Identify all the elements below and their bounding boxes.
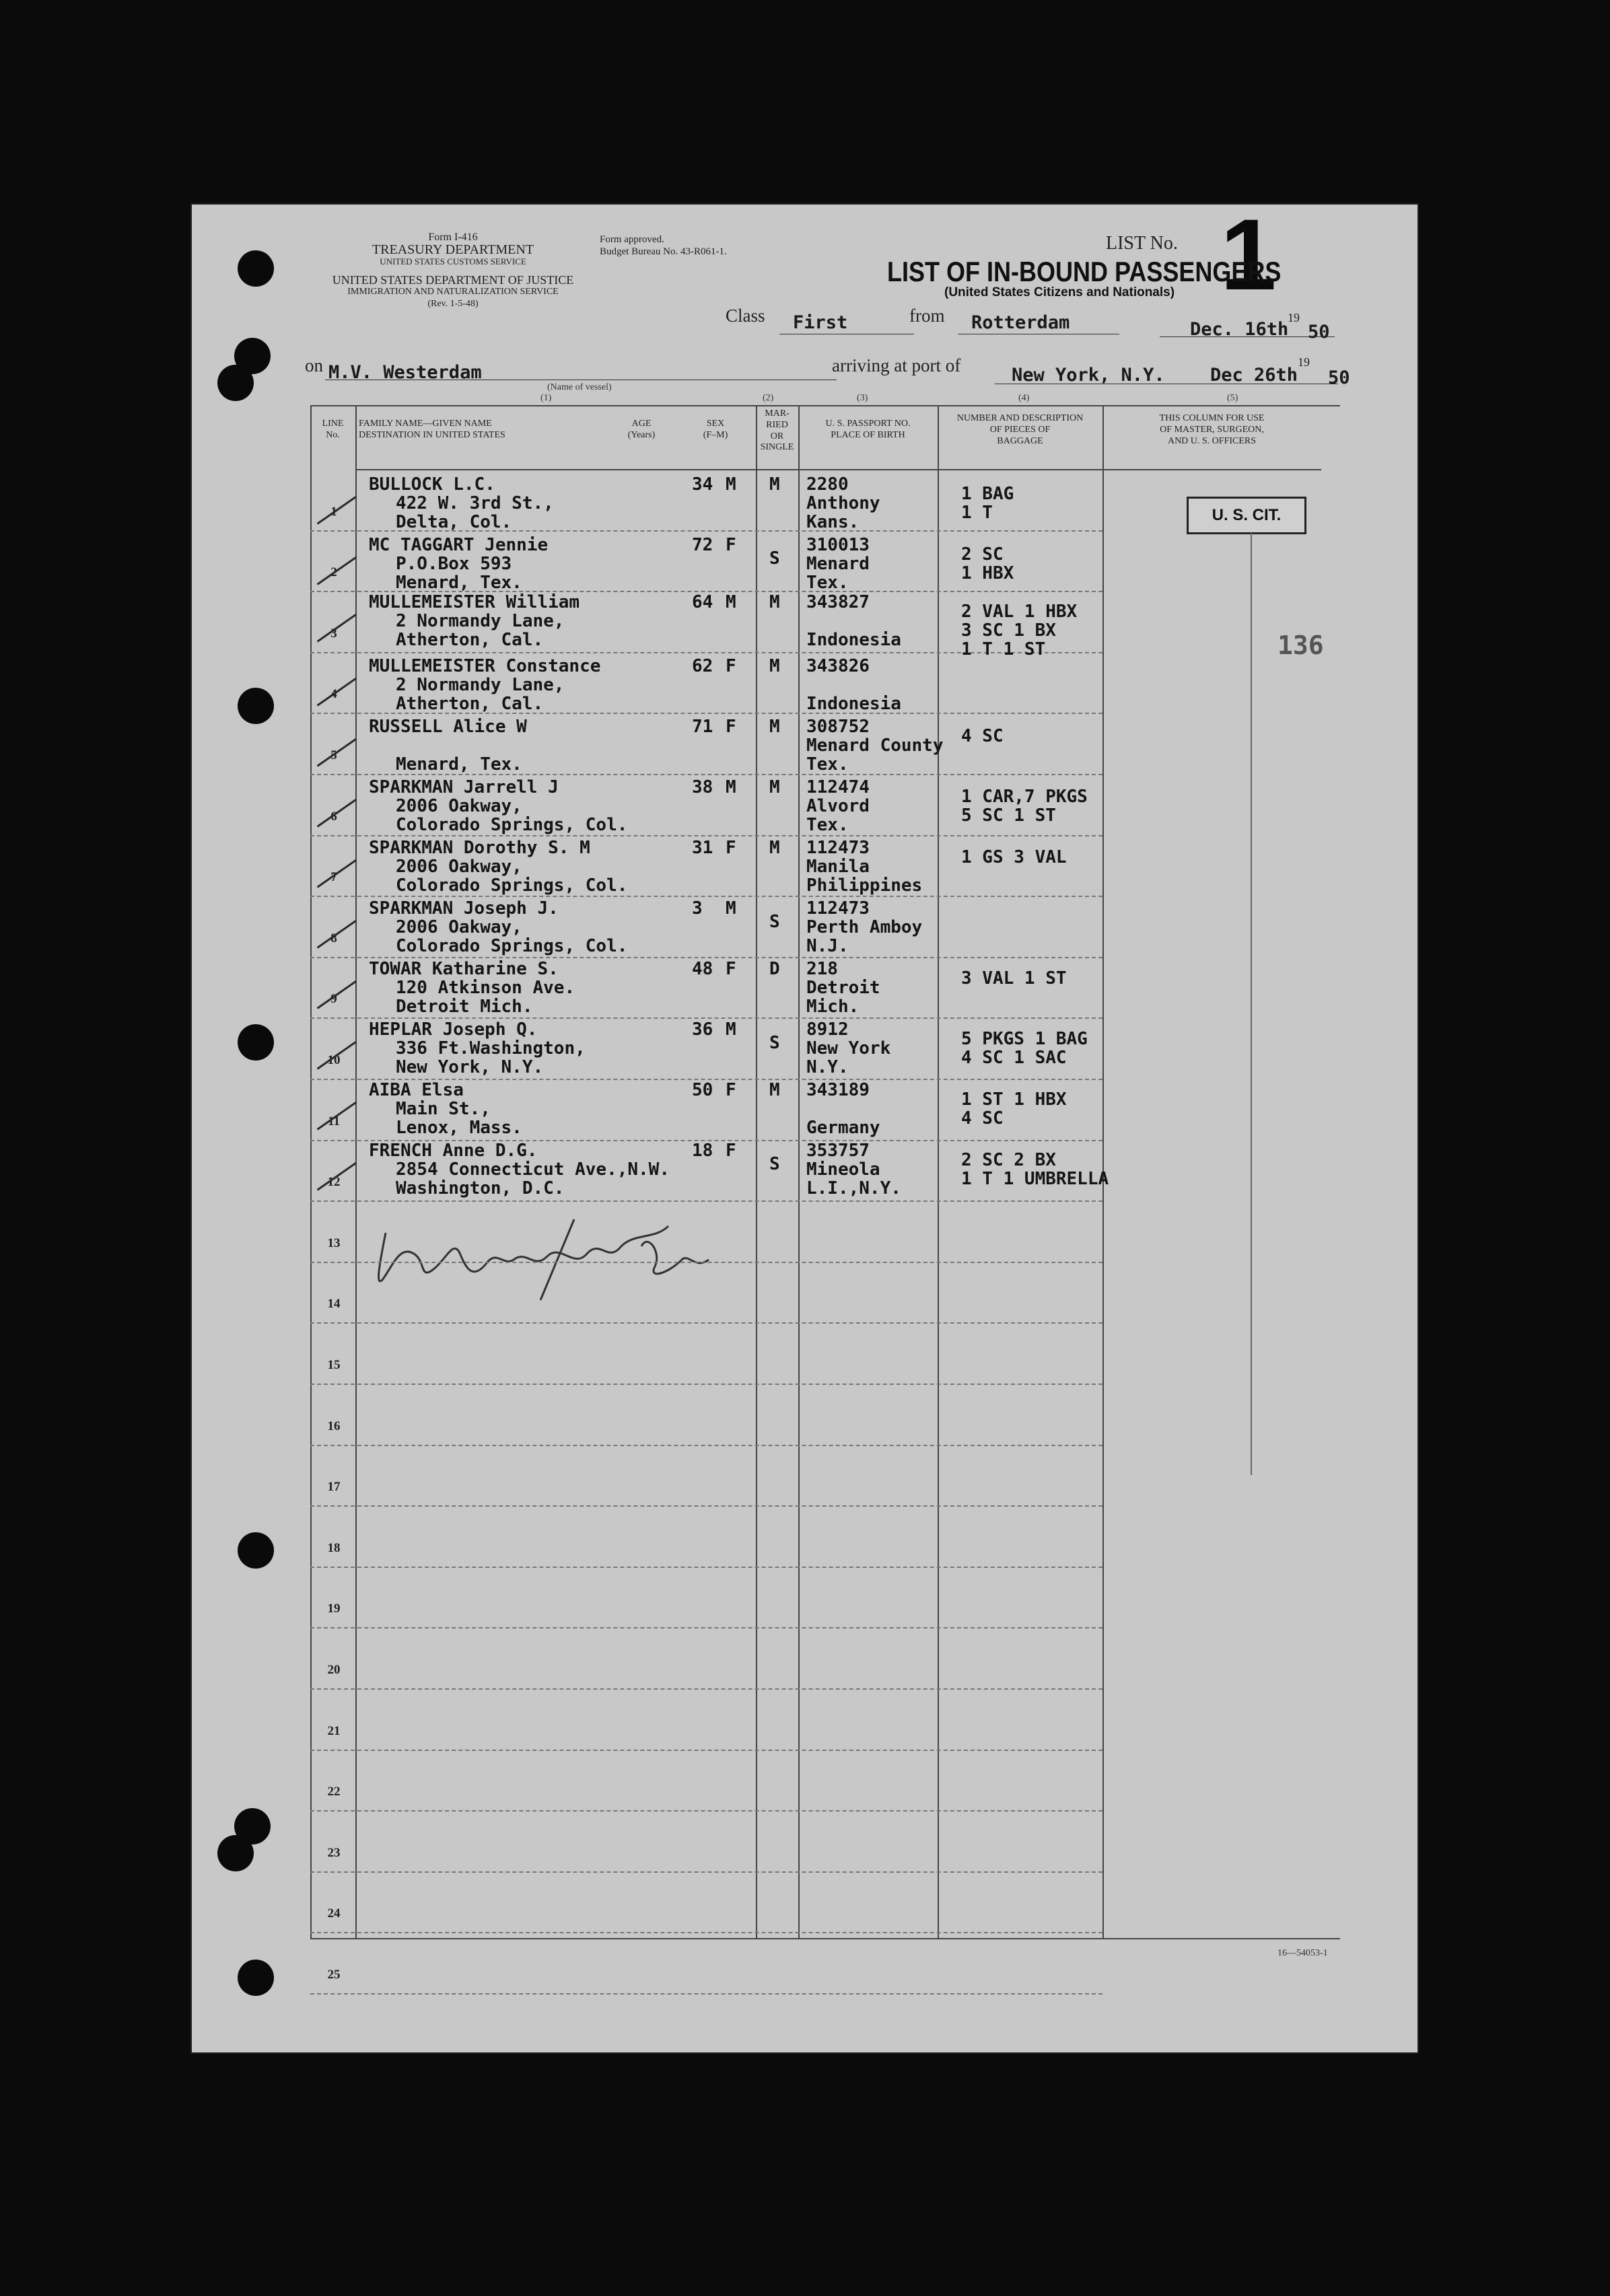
baggage-1: 2 SC 2 BX [961,1150,1056,1170]
line-number: 5 [330,748,337,762]
passenger-marital: S [769,1033,780,1053]
departure-date: Dec. 16th [1190,319,1289,340]
caption-4: (4) [1018,393,1030,403]
list-no-label: LIST No. [1106,233,1178,254]
baggage-2: 1 T [961,503,993,523]
birth-place-2: Tex. [806,815,849,835]
birth-place-2: N.Y. [806,1057,849,1077]
passenger-name: BULLOCK L.C. [369,474,495,495]
passenger-marital: D [769,959,780,979]
passenger-address-1: 2 Normandy Lane, [396,675,565,695]
birth-place-2: Kans. [806,512,860,532]
baggage-1: 2 SC [961,544,1004,565]
birth-place-2: Indonesia [806,694,901,714]
baggage-2: 3 SC 1 BX [961,620,1056,641]
line-number: 4 [330,687,337,702]
passenger-address-1: 2006 Oakway, [396,857,522,877]
us-citizen-stamp: U. S. CIT. [1187,497,1306,534]
baggage-1: 1 GS 3 VAL [961,847,1067,867]
passenger-name: MC TAGGART Jennie [369,535,549,555]
passenger-address-2: Atherton, Cal. [396,630,544,650]
line-number: 21 [327,1723,341,1738]
form-title: LIST OF IN-BOUND PASSENGERS [887,256,1282,288]
baggage-1: 2 VAL 1 HBX [961,602,1078,622]
passenger-sex: M [726,898,736,919]
punch-hole [234,338,271,374]
birth-place-1: Manila [806,857,870,877]
passenger-name: FRENCH Anne D.G. [369,1141,538,1161]
passport-number: 343826 [806,656,870,676]
baggage-3: 1 T 1 ST [961,639,1046,659]
line-number: 13 [327,1235,341,1250]
passenger-sex: F [726,656,736,676]
line-number: 1 [330,504,337,519]
passport-number: 112473 [806,898,870,919]
vessel-caption: (Name of vessel) [547,382,612,392]
punch-hole [238,1960,274,1996]
birth-place-2: Germany [806,1118,880,1138]
footer-number: 16—54053-1 [1278,1948,1328,1958]
line-number: 15 [327,1358,341,1372]
punch-hole [238,1532,274,1569]
passenger-marital: M [769,838,780,858]
passenger-age: 72 [692,535,713,555]
passenger-marital: M [769,777,780,797]
passenger-name: SPARKMAN Dorothy S. M [369,838,590,858]
passenger-name: MULLEMEISTER William [369,592,580,612]
passenger-age: 71 [692,717,713,737]
line-number: 25 [327,1968,341,1982]
passport-number: 8912 [806,1019,849,1040]
list-number: 1 [1220,203,1277,311]
passport-number: 218 [806,959,838,979]
baggage-1: 3 VAL 1 ST [961,968,1067,989]
caption-3: (3) [857,393,868,403]
passenger-address-2: Delta, Col. [396,512,512,532]
line-number: 6 [330,809,337,824]
passenger-marital: M [769,717,780,737]
birth-place-1: Anthony [806,493,880,513]
passenger-age: 62 [692,656,713,676]
ins: IMMIGRATION AND NATURALIZATION SERVICE [347,287,559,297]
from-value: Rotterdam [971,312,1070,333]
budget-bureau: Budget Bureau No. 43-R061-1. [600,246,727,257]
line-number: 23 [327,1845,341,1860]
passport-number: 112474 [806,777,870,797]
passenger-age: 36 [692,1019,713,1040]
arrival-date: Dec 26th [1210,365,1298,386]
baggage-2: 1 T 1 UMBRELLA [961,1169,1109,1189]
passenger-address-1: 2 Normandy Lane, [396,611,565,631]
passenger-name: AIBA Elsa [369,1080,464,1100]
passenger-marital: M [769,656,780,676]
passenger-age: 3 [692,898,703,919]
line-number: 22 [327,1785,341,1799]
passenger-marital: S [769,912,780,932]
caption-1: (1) [540,393,552,403]
year-prefix-1: 19 [1288,311,1300,324]
passenger-sex: F [726,535,736,555]
passenger-sex: F [726,1080,736,1100]
col-sex: SEX (F–M) [703,419,728,440]
birth-place-2: L.I.,N.Y. [806,1178,901,1198]
passenger-marital: S [769,1154,780,1174]
passenger-address-2: Detroit Mich. [396,997,533,1017]
arrival-port: New York, N.Y. [1012,365,1165,386]
passenger-age: 48 [692,959,713,979]
passenger-address-2: Menard, Tex. [396,754,522,775]
passenger-age: 38 [692,777,713,797]
baggage-1: 4 SC [961,726,1004,746]
col-baggage: NUMBER AND DESCRIPTION OF PIECES OF BAGGAGE [956,413,1084,446]
treasury-dept: TREASURY DEPARTMENT [372,242,534,257]
passenger-address-1: 336 Ft.Washington, [396,1038,586,1059]
passenger-name: SPARKMAN Joseph J. [369,898,559,919]
passenger-sex: M [726,592,736,612]
justice-dept: UNITED STATES DEPARTMENT OF JUSTICE [332,273,574,287]
passenger-address-2: Atherton, Cal. [396,694,544,714]
passenger-marital: M [769,592,780,612]
passenger-marital: S [769,548,780,569]
baggage-2: 4 SC [961,1108,1004,1128]
signature-graphic [372,1206,722,1320]
line-number: 12 [327,1175,341,1190]
line-number: 20 [327,1663,341,1677]
from-label: from [909,306,945,326]
line-number: 17 [327,1480,341,1495]
class-value: First [793,312,848,333]
punch-hole [238,688,274,724]
manifest-page [190,203,1419,2054]
passenger-address-1: 120 Atkinson Ave. [396,978,575,998]
line-number: 16 [327,1419,341,1433]
birth-place-2: Tex. [806,573,849,593]
passenger-age: 18 [692,1141,713,1161]
baggage-2: 4 SC 1 SAC [961,1048,1067,1068]
line-number: 11 [328,1114,340,1128]
passenger-address-2: Lenox, Mass. [396,1118,522,1138]
baggage-1: 1 CAR,7 PKGS [961,787,1088,807]
passenger-name: TOWAR Katharine S. [369,959,559,979]
birth-place-2: N.J. [806,936,849,956]
passenger-address-1: 422 W. 3rd St., [396,493,554,513]
baggage-1: 1 ST 1 HBX [961,1089,1067,1110]
passenger-sex: M [726,777,736,797]
departure-year: 50 [1308,322,1330,343]
line-number: 18 [327,1540,341,1555]
line-number: 10 [327,1053,341,1067]
line-number: 7 [330,870,337,885]
passenger-age: 34 [692,474,713,495]
caption-2: (2) [763,393,774,403]
birth-place-1: Menard [806,554,870,574]
passport-number: 2280 [806,474,849,495]
passport-number: 353757 [806,1141,870,1161]
line-number: 14 [327,1297,341,1312]
passenger-address-2: New York, N.Y. [396,1057,544,1077]
col-line: LINE No. [322,419,344,440]
passenger-address-2: Colorado Springs, Col. [396,875,628,896]
birth-place-1: Alvord [806,796,870,816]
line-number: 19 [327,1602,341,1616]
on-label: on [305,355,323,375]
year-prefix-2: 19 [1298,355,1310,369]
baggage-2: 1 HBX [961,563,1014,583]
passenger-address-2: Colorado Springs, Col. [396,936,628,956]
col-passport: U. S. PASSPORT NO. PLACE OF BIRTH [825,419,911,440]
birth-place-1: Detroit [806,978,880,998]
passenger-sex: F [726,1141,736,1161]
baggage-1: 5 PKGS 1 BAG [961,1029,1088,1049]
passenger-address-2: Colorado Springs, Col. [396,815,628,835]
passenger-address-1: 2006 Oakway, [396,917,522,937]
passenger-sex: F [726,959,736,979]
passenger-sex: M [726,474,736,495]
form-subtitle: (United States Citizens and Nationals) [944,285,1175,299]
birth-place-1: Perth Amboy [806,917,923,937]
passenger-address-1: P.O.Box 593 [396,554,512,574]
passenger-marital: M [769,1080,780,1100]
revision: (Rev. 1-5-48) [427,299,479,309]
birth-place-2: Tex. [806,754,849,775]
passenger-address-2: Washington, D.C. [396,1178,565,1198]
col-age: AGE (Years) [627,419,656,440]
line-number: 24 [327,1906,341,1921]
passenger-address-1: 2006 Oakway, [396,796,522,816]
class-label: Class [726,306,765,326]
col-married: MAR- RIED OR SINGLE [760,408,794,453]
passenger-address-1: Main St., [396,1099,491,1119]
passenger-name: MULLEMEISTER Constance [369,656,601,676]
arrival-year: 50 [1328,367,1350,388]
passenger-address-2: Menard, Tex. [396,573,522,593]
passenger-name: HEPLAR Joseph Q. [369,1019,538,1040]
passenger-age: 64 [692,592,713,612]
passenger-sex: F [726,838,736,858]
punch-hole [238,250,274,287]
col-name: FAMILY NAME—GIVEN NAME DESTINATION IN UNITED STATES [359,419,505,440]
passport-number: 310013 [806,535,870,555]
birth-place-2: Philippines [806,875,923,896]
passenger-address-1: 2854 Connecticut Ave.,N.W. [396,1159,670,1180]
customs-service: UNITED STATES CUSTOMS SERVICE [380,256,526,266]
passport-number: 112473 [806,838,870,858]
line-number: 9 [330,992,337,1007]
passenger-name: RUSSELL Alice W [369,717,527,737]
passenger-sex: M [726,1019,736,1040]
passenger-name: SPARKMAN Jarrell J [369,777,559,797]
passenger-age: 31 [692,838,713,858]
passenger-sex: F [726,717,736,737]
birth-place-2: Mich. [806,997,860,1017]
passport-number: 308752 [806,717,870,737]
passport-number: 343827 [806,592,870,612]
passport-number: 343189 [806,1080,870,1100]
birth-place-2: Indonesia [806,630,901,650]
annotation-136: 136 [1278,631,1324,660]
line-number: 8 [330,931,337,945]
form-id: Form I-416 [428,231,478,243]
arriving-label: arriving at port of [832,355,961,375]
baggage-2: 5 SC 1 ST [961,805,1056,826]
punch-hole [238,1024,274,1061]
line-number: 2 [330,565,337,580]
birth-place-1: New York [806,1038,891,1059]
passenger-age: 50 [692,1080,713,1100]
line-number: 3 [330,626,337,641]
birth-place-1: Menard County [806,736,944,756]
passenger-marital: M [769,474,780,495]
vessel-name: M.V. Westerdam [328,362,482,383]
caption-5: (5) [1227,393,1238,403]
birth-place-1: Mineola [806,1159,880,1180]
col-officers: THIS COLUMN FOR USE OF MASTER, SURGEON, AND U. S. OFFICERS [1159,413,1265,446]
baggage-1: 1 BAG [961,484,1014,504]
punch-hole [234,1808,271,1844]
form-approved: Form approved. [600,234,664,245]
